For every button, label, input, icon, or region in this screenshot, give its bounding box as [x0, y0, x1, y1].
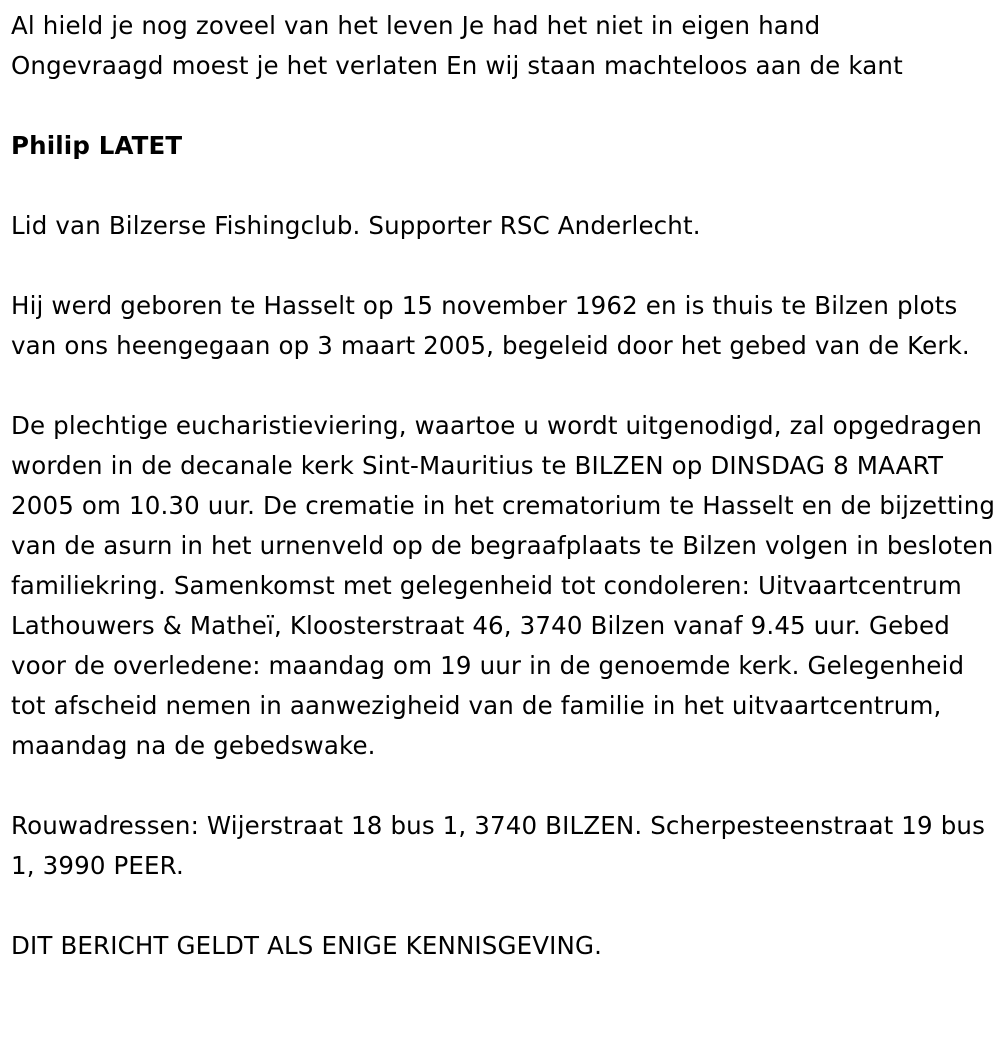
ceremony-paragraph: De plechtige eucharistieviering, waartoe u wordt uitgenodigd, zal opgedragen worden in de decanale kerk Sint-Mauritius te BILZEN op DINSDAG 8 MAART 2005 om 10.30 uur. De crematie in het crematorium te Hasselt en de bijzetting van de asurn in het urnenveld op de begraafplaats te Bilzen volgen in besloten familiekring. Samenkomst met gelegenheid tot condoleren: Uitvaartcentrum Lathouwers & Matheï, Kloosterstraat 46, 3740 Bilzen vanaf 9.45 uur. Gebed voor de overledene: maandag om 19 uur in de genoemde kerk. Gelegenheid tot afscheid nemen in aanwezigheid van de familie in het uitvaartcentrum, maandag na de gebedswake. [11, 411, 996, 760]
poem-line-2: Ongevraagd moest je het verlaten En wij staan machteloos aan de kant [11, 51, 903, 80]
membership-paragraph: Lid van Bilzerse Fishingclub. Supporter RSC Anderlecht. [11, 211, 701, 240]
deceased-name: Philip LATET [11, 131, 183, 160]
mourning-addresses: Rouwadressen: Wijerstraat 18 bus 1, 3740 BILZEN. Scherpesteenstraat 19 bus 1, 3990 PEER. [11, 811, 986, 880]
memorial-poem [11, 6, 996, 86]
birth-death-paragraph: Hij werd geboren te Hasselt op 15 november 1962 en is thuis te Bilzen plots van ons heengegaan op 3 maart 2005, begeleid door het gebed van de Kerk. [11, 291, 970, 360]
obituary-document [11, 6, 996, 966]
notice-statement: DIT BERICHT GELDT ALS ENIGE KENNISGEVING. [11, 931, 603, 960]
poem-line-1: Al hield je nog zoveel van het leven Je had het niet in eigen hand [11, 11, 821, 40]
